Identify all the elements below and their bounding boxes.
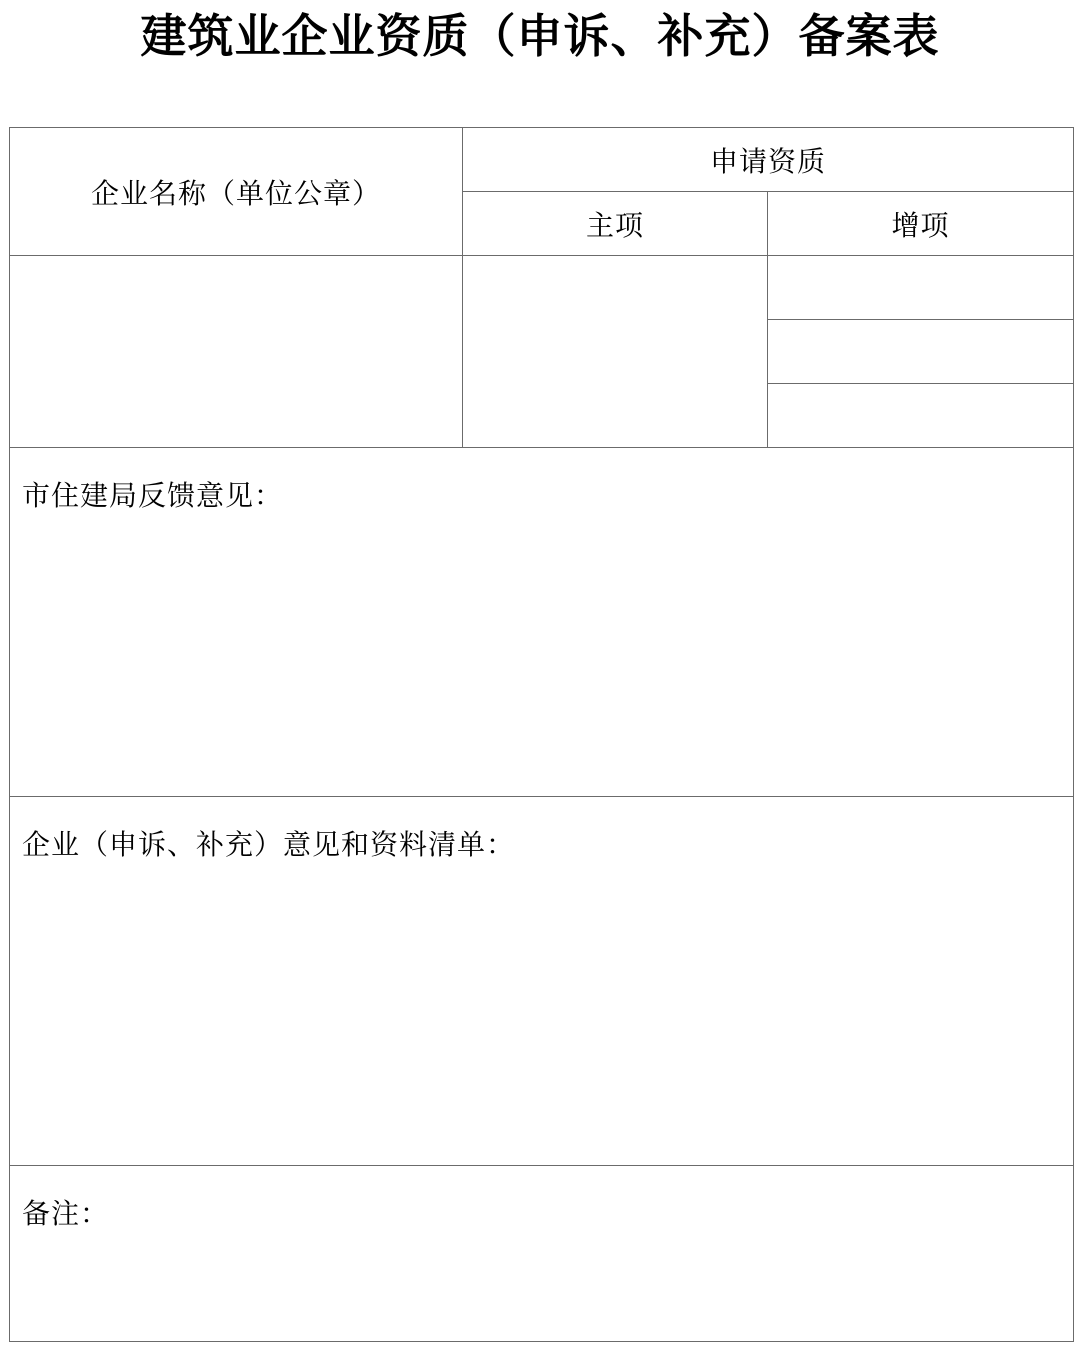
company-name-input-cell[interactable] [10, 256, 463, 448]
bureau-feedback-section[interactable] [10, 448, 1074, 797]
applied-qualification-label: 申请资质 [710, 144, 827, 178]
remarks-section[interactable] [10, 1166, 1074, 1342]
main-item-header-cell [463, 192, 768, 256]
main-item-label: 主项 [585, 208, 644, 242]
company-name-header-cell [10, 128, 463, 256]
bureau-feedback-label: 市住建局反馈意见： [22, 479, 284, 512]
applied-qualification-header-cell [463, 128, 1074, 192]
document-title: 建筑业企业资质（申诉、补充）备案表 [140, 9, 940, 63]
additional-item-input-cell-1[interactable] [768, 256, 1074, 320]
filing-form-table [9, 127, 1074, 1342]
additional-item-label: 增项 [891, 208, 950, 242]
company-opinion-label: 企业（申诉、补充）意见和资料清单： [22, 828, 516, 861]
additional-item-input-cell-2[interactable] [768, 320, 1074, 384]
additional-item-input-cell-3[interactable] [768, 384, 1074, 448]
company-opinion-section[interactable] [10, 797, 1074, 1166]
remarks-label: 备注： [22, 1197, 110, 1230]
company-name-label: 企业名称（单位公章） [90, 176, 381, 210]
main-item-input-cell[interactable] [463, 256, 768, 448]
additional-item-header-cell [768, 192, 1074, 256]
